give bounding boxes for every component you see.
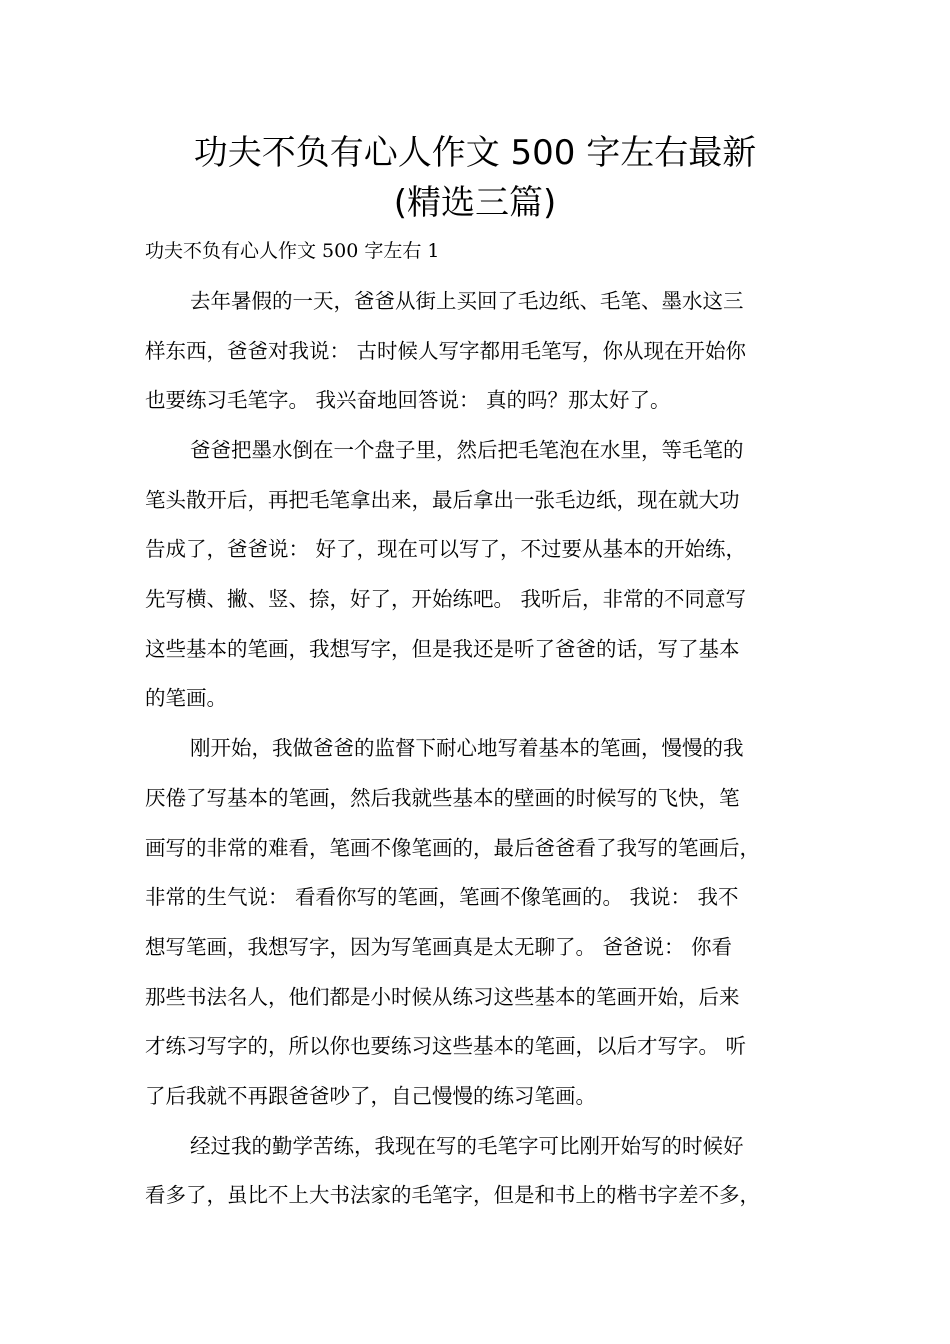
page-title <box>60 128 890 228</box>
text-line: 非常的生气说： 看看你写的笔画，笔画不像笔画的。 我说： 我不 <box>145 885 739 909</box>
text-line: 去年暑假的一天，爸爸从街上买回了毛边纸、毛笔、墨水这三 <box>190 289 744 313</box>
title-line-1: 功夫不负有心人作文 500 字左右最新 <box>193 133 757 173</box>
text-line: 画写的非常的难看，笔画不像笔画的，最后爸爸看了我写的笔画后， <box>145 836 760 860</box>
text-line: 的笔画。 <box>145 686 227 710</box>
text-line: 看多了，虽比不上大书法家的毛笔字，但是和书上的楷书字差不多， <box>145 1183 760 1207</box>
text-line: 样东西，爸爸对我说： 古时候人写字都用毛笔写，你从现在开始你 <box>145 339 747 363</box>
text-line: 刚开始，我做爸爸的监督下耐心地写着基本的笔画，慢慢的我 <box>190 736 744 760</box>
title-line-2: (精选三篇) <box>393 183 557 223</box>
text-line: 这些基本的笔画，我想写字，但是我还是听了爸爸的话，写了基本 <box>145 637 740 661</box>
text-line: 爸爸把墨水倒在一个盘子里，然后把毛笔泡在水里，等毛笔的 <box>190 438 744 462</box>
text-line: 想写笔画，我想写字，因为写笔画真是太无聊了。 爸爸说： 你看 <box>145 935 733 959</box>
text-line: 厌倦了写基本的笔画，然后我就些基本的壁画的时候写的飞快，笔 <box>145 786 740 810</box>
text-line: 经过我的勤学苦练，我现在写的毛笔字可比刚开始写的时候好 <box>190 1134 744 1158</box>
text-line: 告成了，爸爸说： 好了，现在可以写了，不过要从基本的开始练， <box>145 537 747 561</box>
text-line: 那些书法名人，他们都是小时候从练习这些基本的笔画开始，后来 <box>145 985 740 1009</box>
text-line: 了后我就不再跟爸爸吵了，自己慢慢的练习笔画。 <box>145 1084 596 1108</box>
text-line: 先写横、撇、竖、捺，好了，开始练吧。 我听后，非常的不同意写 <box>145 587 747 611</box>
text-line: 才练习写字的，所以你也要练习这些基本的笔画，以后才写字。 听 <box>145 1034 747 1058</box>
text-line: 笔头散开后，再把毛笔拿出来，最后拿出一张毛边纸，现在就大功 <box>145 488 740 512</box>
text-line: 也要练习毛笔字。 我兴奋地回答说： 真的吗？那太好了。 <box>145 388 671 412</box>
section-heading: 功夫不负有心人作文 500 字左右 1 <box>145 240 440 262</box>
